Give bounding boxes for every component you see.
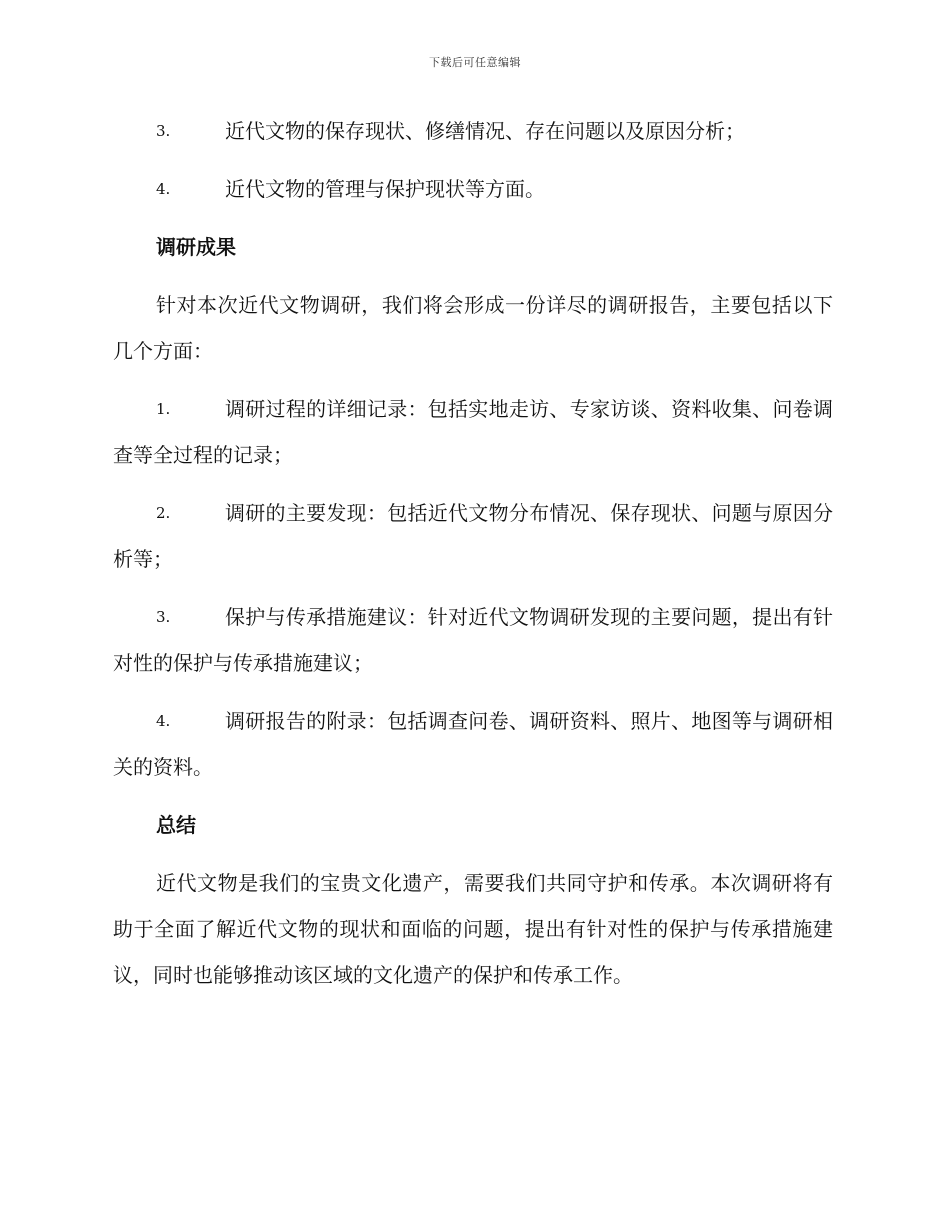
list-item-text: 调研的主要发现：包括近代文物分布情况、保存现状、问题与原因分析等； (113, 501, 833, 571)
list-item (113, 698, 833, 790)
list-item-number: 3. (156, 122, 171, 140)
list-item (113, 166, 833, 212)
list-item (113, 490, 833, 582)
results-paragraph: 针对本次近代文物调研，我们将会形成一份详尽的调研报告，主要包括以下几个方面： (113, 293, 833, 363)
list-item-number: 4. (156, 712, 171, 730)
list-item (113, 594, 833, 686)
list-item-number: 1. (156, 400, 171, 418)
list-item-text: 调研过程的详细记录：包括实地走访、专家访谈、资料收集、问卷调查等全过程的记录； (113, 397, 833, 467)
list-item-number: 4. (156, 180, 171, 198)
list-item (113, 386, 833, 478)
list-item-text: 近代文物的管理与保护现状等方面。 (225, 177, 545, 201)
summary-paragraph: 近代文物是我们的宝贵文化遗产，需要我们共同守护和传承。本次调研将有助于全面了解近代文物的现状和面临的问题，提出有针对性的保护与传承措施建议，同时也能够推动该区域的文化遗产的保护和传承工作。 (113, 871, 833, 987)
list-item-number: 3. (156, 608, 171, 626)
section-heading-results: 调研成果 (156, 235, 236, 259)
list-item-text: 调研报告的附录：包括调查问卷、调研资料、照片、地图等与调研相关的资料。 (113, 709, 833, 779)
page-header-note: 下载后可任意编辑 (429, 56, 521, 69)
list-item-number: 2. (156, 504, 171, 522)
section-heading-summary: 总结 (156, 813, 196, 837)
list-item-text: 近代文物的保存现状、修缮情况、存在问题以及原因分析； (225, 119, 745, 143)
list-item (113, 108, 833, 154)
document-body (113, 108, 833, 1010)
list-item-text: 保护与传承措施建议：针对近代文物调研发现的主要问题，提出有针对性的保护与传承措施建议； (113, 605, 833, 675)
